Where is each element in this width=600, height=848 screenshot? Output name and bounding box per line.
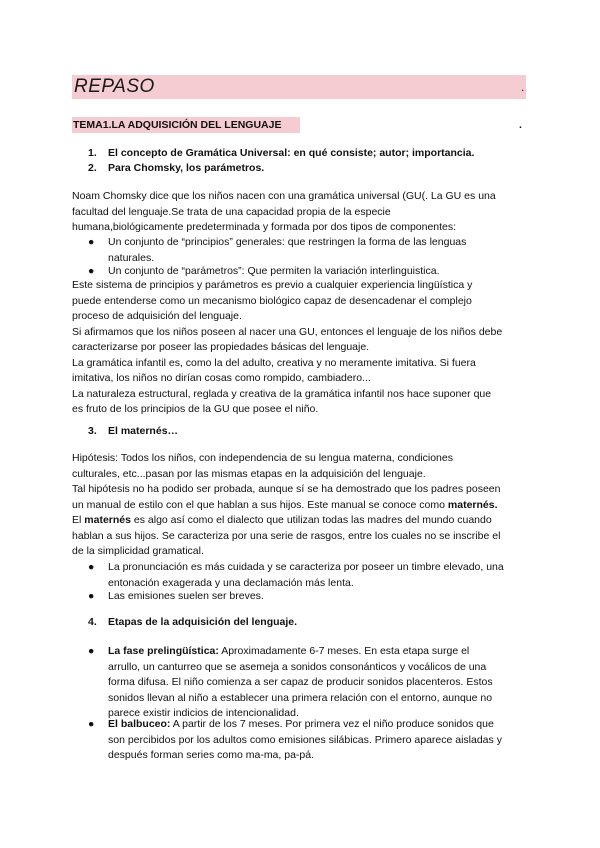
text-line: Un conjunto de “parámetros”: Que permiten la variación interlinguistica. xyxy=(108,265,440,277)
question-number: 2. xyxy=(88,162,97,174)
text-line: puede entenderse como un mecanismo biológico capaz de desencadenar el complejo xyxy=(72,294,472,307)
text-line: Las emisiones suelen ser breves. xyxy=(108,590,264,602)
maternes-term: maternés. xyxy=(447,498,498,511)
text-line: forma difusa. El niño comienza a ser capaz de producir sonidos placenteros. Estos xyxy=(108,676,493,688)
text-line: naturales. xyxy=(108,251,155,264)
bullet-icon: ● xyxy=(88,265,95,277)
text-line: Tal hipótesis no ha podido ser probada, aunque sí se ha demostrado que los padres poseen xyxy=(72,483,501,495)
text-run: A partir de los 7 meses. Por primera vez el niño produce sonidos que xyxy=(170,718,494,730)
text-line: entonación exagerada y una declamación más lenta. xyxy=(108,576,354,589)
text-run: es algo así como el dialecto que utilizan todas las madres del mundo cuando xyxy=(130,514,492,526)
bullet-icon: ● xyxy=(88,561,95,573)
maternes-term: maternés xyxy=(84,514,131,526)
text-line: Este sistema de principios y parámetros es previo a cualquier experiencia lingüística y xyxy=(72,279,473,291)
text-line: proceso de adquisición del lenguaje. xyxy=(72,310,242,322)
section-title: El maternés… xyxy=(108,425,179,437)
tema-heading: TEMA1.LA ADQUISICIÓN DEL LENGUAJE xyxy=(73,119,282,131)
text-line: La pronunciación es más cuidada y se caracteriza por poseer un timbre elevado, una xyxy=(108,561,504,573)
question-1 xyxy=(88,146,474,161)
text-run: Aproximadamente 6-7 meses. En esta etapa surge el xyxy=(218,645,470,657)
text-line: hablan a sus hijos. Se caracteriza por una serie de rasgos, entre los cuales no se inscribe el xyxy=(72,529,501,542)
intro-paragraph xyxy=(72,189,532,236)
repaso-heading: REPASO xyxy=(74,76,155,97)
tema-dot: . xyxy=(519,119,522,131)
section-number: 4. xyxy=(88,616,97,628)
text-line: Noam Chomsky dice que los niños nacen con una gramática universal (GU(. La GU es una xyxy=(72,190,496,202)
text-line: de la simplicidad gramatical. xyxy=(72,545,204,557)
text-run: un manual de estilo con el que hablan a sus hijos. Este manual se conoce como xyxy=(72,498,448,511)
text-line: La naturaleza estructural, reglada y creativa de la gramática infantil nos hace suponer que xyxy=(72,387,492,400)
text-line: humana,biológicamente predeterminada y formada por dos tipos de componentes: xyxy=(72,221,457,233)
text-line: Hipótesis: Todos los niños, con independencia de su lengua materna, condiciones xyxy=(72,452,453,464)
bullet-icon: ● xyxy=(88,718,95,730)
question-text: Para Chomsky, los parámetros. xyxy=(108,162,265,174)
text-line: Si afirmamos que los niños poseen al nacer una GU, entonces el lenguaje de los niños debe xyxy=(72,325,503,338)
text-line xyxy=(72,513,532,529)
repaso-dot: . xyxy=(521,80,525,94)
text-line xyxy=(108,717,528,733)
text-line: La gramática infantil es, como la del adulto, creativa y no meramente imitativa. Si fuera xyxy=(72,356,476,369)
text-line: son percibidos por los adultos como emisiones silábicas. Primero aparece aisladas y xyxy=(108,733,502,746)
stage-label: La fase prelingüística: xyxy=(108,645,219,657)
text-line xyxy=(72,498,532,514)
text-line: Un conjunto de “principios” generales: que restringen la forma de las lenguas xyxy=(108,236,467,248)
bullet-icon: ● xyxy=(88,590,95,602)
text-line: imitativa, los niños no dirían cosas como rompido, cambiadero... xyxy=(72,372,371,384)
section3-body xyxy=(72,451,532,560)
text-line: es fruto de los principios de la GU que posee el niño. xyxy=(72,403,319,415)
section4-heading xyxy=(88,615,297,630)
text-line: arrullo, un canturreo que se asemeja a sonidos consonánticos y vocálicos de una xyxy=(108,660,487,673)
section3-heading xyxy=(88,424,178,439)
question-number: 1. xyxy=(88,147,97,159)
section1-body xyxy=(72,278,532,418)
text-line: culturales, etc...pasan por las mismas etapas en la adquisición del lenguaje. xyxy=(72,467,426,480)
question-text: El concepto de Gramática Universal: en qué consiste; autor; importancia. xyxy=(108,147,475,159)
text-line: sonidos llevan al niño a establecer una primera relación con el entorno, aunque no xyxy=(108,691,493,704)
bullet-icon: ● xyxy=(88,645,95,657)
section-number: 3. xyxy=(88,425,97,437)
section-title: Etapas de la adquisición del lenguaje. xyxy=(108,616,298,628)
bullet-icon: ● xyxy=(88,236,95,248)
question-2 xyxy=(88,161,264,176)
text-line: después forman series como ma-ma, pa-pá. xyxy=(108,749,315,761)
text-line: parece existir indicios de intencionalidad. xyxy=(108,707,299,719)
text-line: facultad del lenguaje.Se trata de una capacidad propia de la especie xyxy=(72,205,391,218)
text-line: caracterizarse por poseer las propiedades básicas del lenguaje. xyxy=(72,341,370,353)
stage-label: El balbuceo: xyxy=(108,718,171,730)
text-run: El xyxy=(72,514,85,526)
text-line xyxy=(108,644,528,660)
